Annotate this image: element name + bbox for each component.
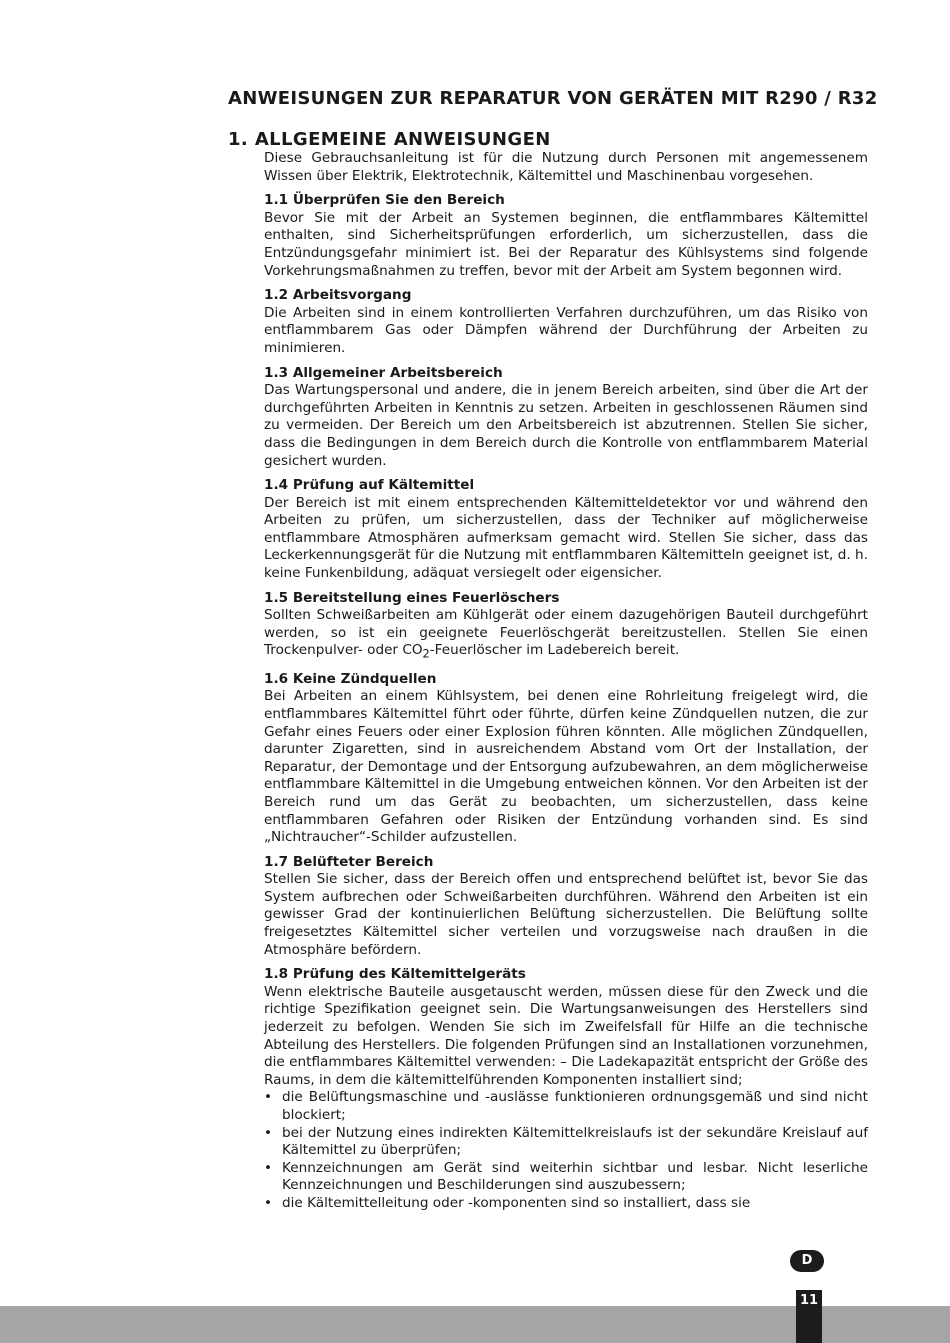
page-number: 11 bbox=[796, 1290, 822, 1343]
subsection-heading-1-5: 1.5 Bereitstellung eines Feuerlöschers bbox=[264, 589, 560, 606]
list-item bbox=[264, 1125, 868, 1160]
list-item-text: die Kältemittelleitung oder -komponenten sind so installiert, dass sie bbox=[282, 1194, 751, 1211]
subsection-heading-1-3: 1.3 Allgemeiner Arbeitsbereich bbox=[264, 364, 503, 381]
subsection-heading-1-2: 1.2 Arbeitsvorgang bbox=[264, 287, 412, 304]
intro-paragraph: Diese Gebrauchsanleitung ist für die Nutzung durch Personen mit angemessenem Wissen über Elektrik, Elektrotechnik, Kältemittel und Maschinenbau vorgesehen. bbox=[264, 150, 868, 184]
list-item bbox=[264, 1089, 868, 1124]
subsection-heading-1-7: 1.7 Belüfteter Bereich bbox=[264, 853, 434, 870]
subsection-body-1-4: Der Bereich ist mit einem entsprechenden Kältemitteldetektor vor und während den Arbeiten zu prüfen, um sicherzustellen, dass der Techniker auf möglicherweise entflammbare Atmosphären aufmerksam gemacht wird. Stellen Sie sicher, dass das Leckerkennungsgerät für die Nutzung mit entflammbaren Kältemitteln geeignet ist, d. h. keine Funkenbildung, adäquat versiegelt oder eigensicher. bbox=[264, 494, 868, 582]
list-item bbox=[264, 1160, 868, 1195]
list-item-text: bei der Nutzung eines indirekten Kältemittelkreislaufs ist der sekundäre Kreislauf auf Kältemittel zu überprüfen; bbox=[282, 1124, 868, 1159]
checklist bbox=[264, 1089, 868, 1212]
subsection-body-1-5-text-end: -Feuerlöscher im Ladebereich bereit. bbox=[429, 642, 680, 659]
subsection-body-1-6: Bei Arbeiten an einem Kühlsystem, bei denen eine Rohrleitung freigelegt wird, die entflammbares Kältemittel führt oder führte, dürfen keine Zündquellen nutzen, die zur Gefahr eines Feuers oder einer Explosion führen könnten. Alle möglichen Zündquellen, darunter Zigaretten, sind in ausreichendem Abstand vom Ort der Installation, der Reparatur, der Demontage und der Entsorgung aufzubewahren, an dem möglicherweise entflammbare Kältemittel in die Umgebung entweichen können. Vor den Arbeiten ist der Bereich rund um das Gerät zu beobachten, um sicherzustellen, dass keine entflammbaren Gefahren oder Risiken der Entzündung vorhanden sind. Es sind „Nichtraucher“-Schilder aufzustellen. bbox=[264, 688, 868, 846]
subsection-body-1-1: Bevor Sie mit der Arbeit an Systemen beginnen, die entflammbares Kältemittel enthalten, sind Sicherheitsprüfungen erforderlich, um sicherzustellen, dass die Entzündungsgefahr minimiert ist. Bei der Reparatur des Kühlsystems sind folgende Vorkehrungsmaßnahmen zu treffen, bevor mit der Arbeit am System begonnen wird. bbox=[264, 209, 868, 279]
page-title: ANWEISUNGEN ZUR REPARATUR VON GERÄTEN MIT R290 / R32 bbox=[228, 88, 878, 109]
subsection-body-1-5 bbox=[264, 607, 868, 664]
section-title: 1. ALLGEMEINE ANWEISUNGEN bbox=[228, 129, 551, 150]
subsection-heading-1-6: 1.6 Keine Zündquellen bbox=[264, 670, 437, 687]
bullet-icon: • bbox=[264, 1159, 273, 1176]
list-item bbox=[264, 1195, 868, 1213]
subsection-body-1-5-text: Sollten Schweißarbeiten am Kühlgerät oder einem dazugehörigen Bauteil durchgeführt werden, so ist ein geeignete Feuerlöschgerät bereitzustellen. Stellen Sie einen Trockenpulver- oder CO bbox=[264, 607, 868, 659]
subsection-heading-1-8: 1.8 Prüfung des Kältemittelgeräts bbox=[264, 966, 526, 983]
bullet-icon: • bbox=[264, 1089, 273, 1106]
document-body bbox=[264, 150, 868, 1213]
subsection-heading-1-1: 1.1 Überprüfen Sie den Bereich bbox=[264, 192, 505, 209]
bullet-icon: • bbox=[264, 1124, 273, 1141]
subsection-body-1-2: Die Arbeiten sind in einem kontrollierten Verfahren durchzuführen, um das Risiko von entflammbarem Gas oder Dämpfen während der Durchführung der Arbeiten zu minimieren. bbox=[264, 304, 868, 356]
list-item-text: Kennzeichnungen am Gerät sind weiterhin sichtbar und lesbar. Nicht leserliche Kennzeichnungen und Beschilderungen sind auszubessern; bbox=[282, 1159, 868, 1194]
bullet-icon: • bbox=[264, 1194, 273, 1211]
language-badge: D bbox=[790, 1250, 824, 1272]
subsection-body-1-7: Stellen Sie sicher, dass der Bereich offen und entsprechend belüftet ist, bevor Sie das System aufbrechen oder Schweißarbeiten durchführen. Während den Arbeiten ist ein gewisser Grad der kontinuierlichen Belüftung sicherzustellen. Die Belüftung sollte freigesetztes Kältemittel sicher verteilen und vorzugsweise nach draußen in die Atmosphäre befördern. bbox=[264, 871, 868, 958]
subsection-body-1-8: Wenn elektrische Bauteile ausgetauscht werden, müssen diese für den Zweck und die richtige Spezifikation geeignet sein. Die Wartungsanweisungen des Herstellers sind jederzeit zu befolgen. Wenden Sie sich im Zweifelsfall für Hilfe an die technische Abteilung des Herstellers. Die folgenden Prüfungen sind an Installationen vorzunehmen, die entflammbares Kältemittel verwenden: – Die Ladekapazität entspricht der Größe des Raums, in dem die kältemittelführenden Komponenten installiert sind; bbox=[264, 983, 868, 1088]
co2-subscript: 2 bbox=[422, 647, 430, 662]
list-item-text: die Belüftungsmaschine und -auslässe funktionieren ordnungsgemäß und sind nicht blockiert; bbox=[282, 1089, 868, 1123]
subsection-body-1-3: Das Wartungspersonal und andere, die in jenem Bereich arbeiten, sind über die Art der durchgeführten Arbeiten in Kenntnis zu setzen. Arbeiten in geschlossenen Räumen sind zu vermeiden. Der Bereich um den Arbeitsbereich ist abzutrennen. Stellen Sie sicher, dass die Bedingungen in dem Bereich durch die Kontrolle von entflammbarem Material gesichert wurden. bbox=[264, 382, 868, 469]
subsection-heading-1-4: 1.4 Prüfung auf Kältemittel bbox=[264, 477, 475, 494]
